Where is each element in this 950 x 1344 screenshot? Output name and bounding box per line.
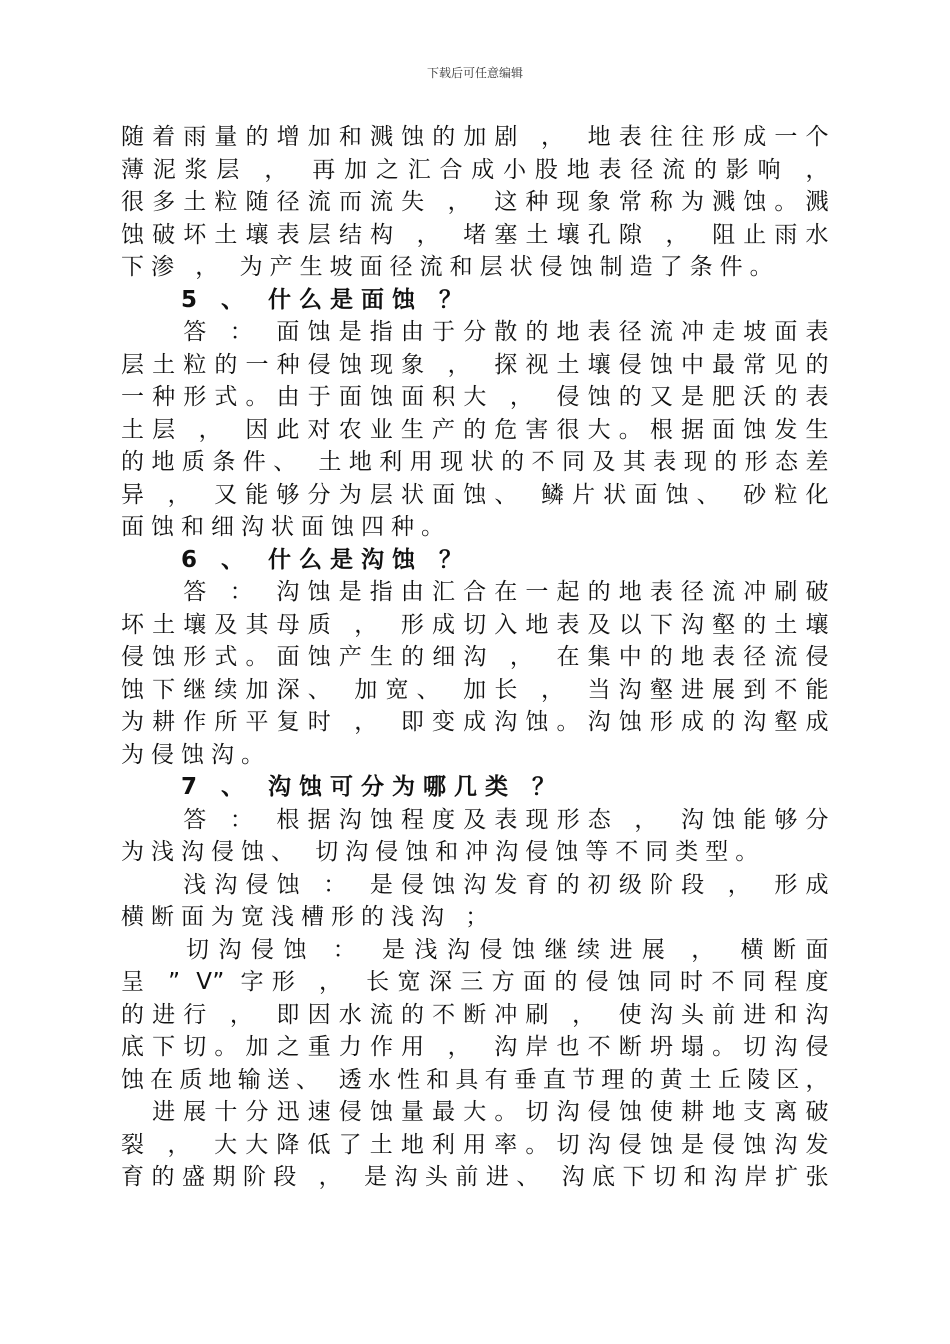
- question-heading: 7 、 沟蚀可分为哪几类 ？: [181, 774, 564, 800]
- question-heading: 6 、 什么是沟蚀 ？: [181, 546, 471, 573]
- text-line: 异 ， 又能够分为层状面蚀、 鳞片状面蚀、 砂粒化: [121, 481, 829, 508]
- text-line: 随着雨量的增加和溅蚀的加剧 ， 地表往往形成一个: [121, 124, 829, 150]
- text-line: 土层 ， 因此对农业生产的危害很大。根据面蚀发生: [121, 416, 829, 443]
- text-line: 为侵蚀沟。: [121, 741, 271, 768]
- text-line: 薄泥浆层 ， 再加之汇合成小股地表径流的影响 ，: [121, 156, 829, 183]
- text-line: 切沟侵蚀 ： 是浅沟侵蚀继续进展 ， 横断面: [121, 936, 829, 963]
- text-line: 进展十分迅速侵蚀量最大。切沟侵蚀使耕地支离破: [121, 1099, 829, 1125]
- page-header: 下载后可任意编辑: [426, 66, 523, 80]
- text-line: 呈 ” V” 字形 ， 长宽深三方面的侵蚀同时不同程度: [121, 969, 829, 995]
- text-line: 答 ： 沟蚀是指由汇合在一起的地表径流冲刷破: [121, 579, 829, 605]
- text-line: 浅沟侵蚀 ： 是侵蚀沟发育的初级阶段 ， 形成: [121, 871, 829, 898]
- text-line: 的地质条件、 土地利用现状的不同及其表现的形态差: [121, 449, 829, 475]
- text-line: 为浅沟侵蚀、 切沟侵蚀和冲沟侵蚀等不同类型。: [121, 839, 766, 865]
- text-line: 侵蚀形式。面蚀产生的细沟 ， 在集中的地表径流侵: [121, 644, 829, 670]
- text-line: 育的盛期阶段 ， 是沟头前进、 沟底下切和沟岸扩张: [121, 1164, 829, 1190]
- text-line: 答 ： 根据沟蚀程度及表现形态 ， 沟蚀能够分: [121, 806, 829, 833]
- text-line: 裂 ， 大大降低了土地利用率。切沟侵蚀是侵蚀沟发: [121, 1131, 829, 1158]
- text-line: 蚀下继续加深、 加宽、 加长 ， 当沟壑进展到不能: [121, 676, 829, 703]
- text-line: 面蚀和细沟状面蚀四种。: [121, 514, 451, 540]
- text-line: 坏土壤及其母质 ， 形成切入地表及以下沟壑的土壤: [121, 611, 829, 638]
- text-line: 蚀破坏土壤表层结构 ， 堵塞土壤孔隙 ， 阻止雨水: [121, 221, 829, 248]
- text-line: 蚀在质地输送、 透水性和具有垂直节理的黄土丘陵区，: [121, 1066, 829, 1093]
- text-line: 横断面为宽浅槽形的浅沟 ；: [121, 904, 496, 930]
- text-line: 层土粒的一种侵蚀现象 ， 探视土壤侵蚀中最常见的: [121, 351, 829, 378]
- text-line: 很多土粒随径流而流失 ， 这种现象常称为溅蚀。溅: [121, 189, 829, 215]
- text-line: 答 ： 面蚀是指由于分散的地表径流冲走坡面表: [121, 319, 829, 345]
- text-line: 下渗 ， 为产生坡面径流和层状侵蚀制造了条件。: [121, 254, 780, 280]
- question-heading: 5 、 什么是面蚀 ？: [181, 286, 471, 313]
- text-line: 底下切。加之重力作用 ， 沟岸也不断坍塌。切沟侵: [121, 1034, 829, 1060]
- text-line: 的进行 ， 即因水流的不断冲刷 ， 使沟头前进和沟: [121, 1001, 829, 1028]
- text-line: 为耕作所平复时 ， 即变成沟蚀。沟蚀形成的沟壑成: [121, 709, 829, 735]
- text-line: 一种形式。由于面蚀面积大 ， 侵蚀的又是肥沃的表: [121, 384, 829, 410]
- body-text: [121, 121, 829, 1194]
